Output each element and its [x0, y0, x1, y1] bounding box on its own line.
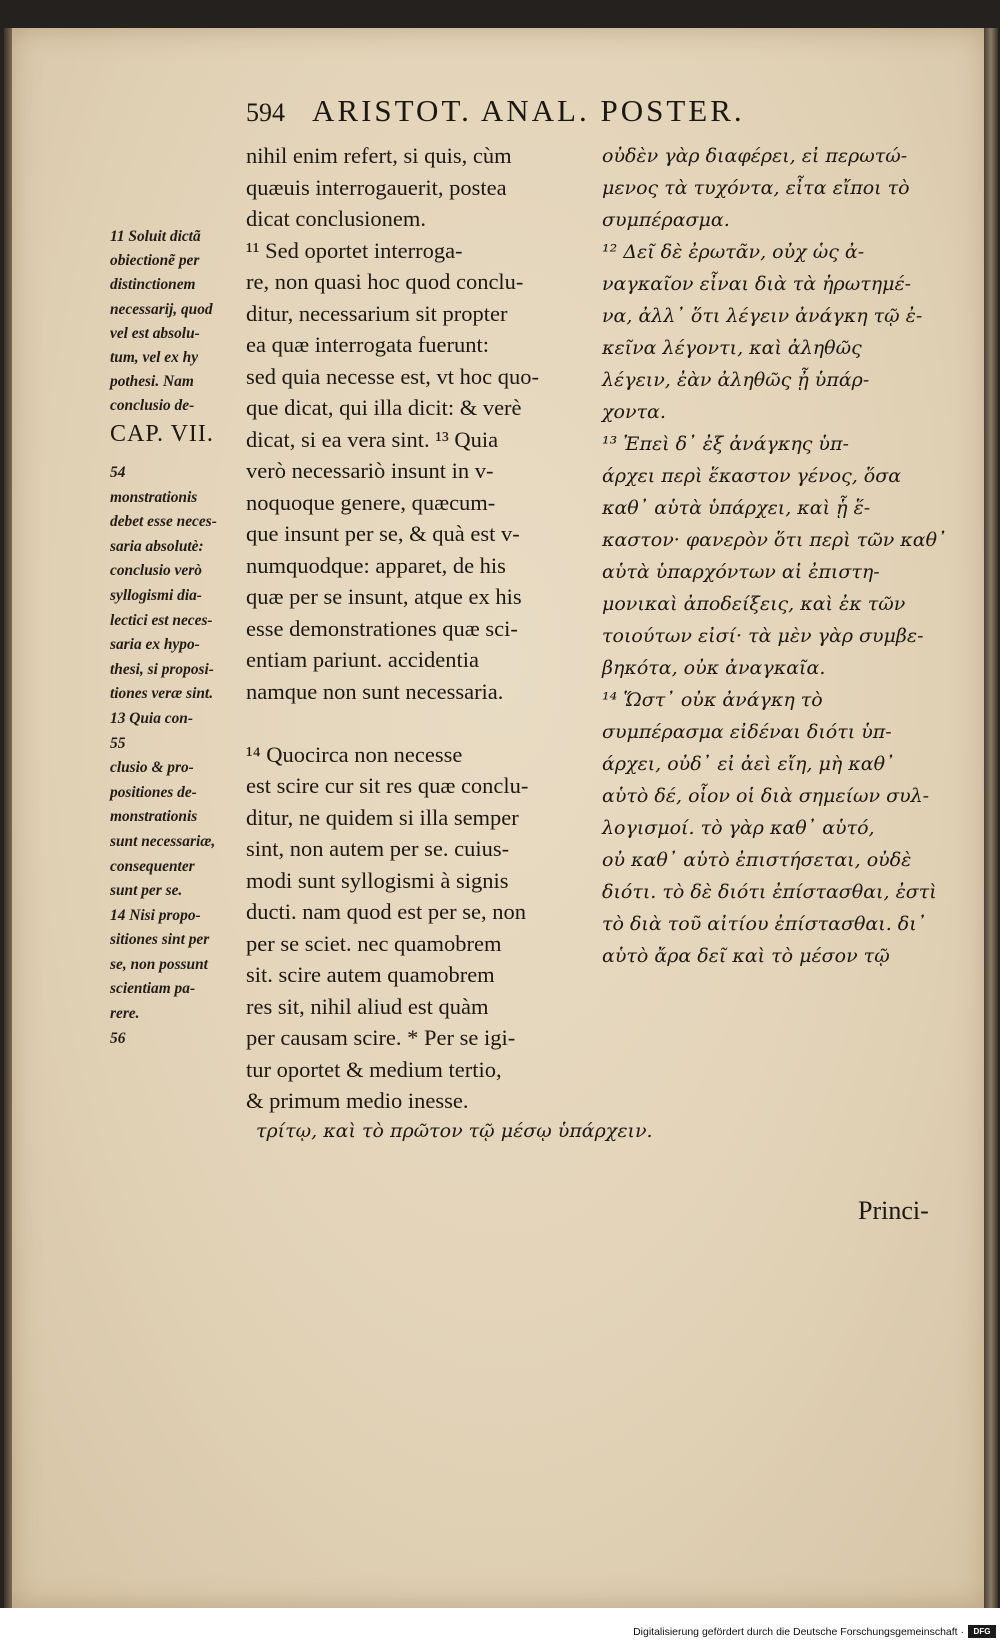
greek-line: ναγκαῖον εἶναι διὰ τὰ ἠρωτημέ- [602, 273, 912, 295]
margin-note-line: 13 Quia con- [110, 709, 193, 727]
margin-note-line: syllogismi dia- [110, 586, 202, 604]
latin-line: nihil enim refert, si quis, cùm [246, 143, 512, 168]
margin-note-line: 14 Nisi propo- [110, 906, 201, 924]
margin-note-line: vel est absolu- [110, 324, 200, 342]
margin-note-line: necessarij, quod [110, 300, 213, 318]
greek-line: ¹⁴ Ὥστ᾽ οὐκ ἀνάγκη τὸ [602, 689, 823, 711]
latin-line: sint, non autem per se. cuius- [246, 836, 510, 861]
greek-line: συμπέρασμα. [602, 209, 730, 231]
margin-note-line: 11 Soluit dictã [110, 228, 201, 245]
greek-line: άρχει, οὐδ᾽ εἰ ἀεὶ εἴη, μὴ καθ᾽ [602, 753, 895, 775]
margin-note-line: tiones veræ sint. [110, 685, 214, 703]
dfg-logo: DFG [968, 1625, 996, 1638]
margin-note-line: sunt necessariæ, [110, 832, 216, 850]
greek-line: λογισμοί. τὸ γὰρ καθ᾽ αὑτό, [602, 817, 875, 839]
chapter-label: CAP. VII. [110, 421, 214, 447]
left-page-edge [4, 28, 12, 1608]
latin-line: ducti. nam quod est per se, non [246, 899, 526, 924]
greek-line: χοντα. [602, 401, 666, 423]
margin-note-line: positiones de- [110, 783, 197, 801]
margin-notes-lower [110, 461, 250, 1051]
latin-line: entiam pariunt. accidentia [246, 647, 480, 672]
greek-tail-line: τρίτῳ, καὶ τὸ πρῶτον τῷ μέσῳ ὑπάρχειν. [256, 1120, 653, 1142]
footer-credit: Digitalisierung gefördert durch die Deutsche Forschungsgemeinschaft · [633, 1626, 964, 1638]
greek-line: τοιούτων εἰσί· τὰ μὲν γὰρ συμβε- [602, 625, 924, 647]
latin-line: quæ per se insunt, atque ex his [246, 584, 522, 609]
latin-text-column [246, 140, 586, 1117]
greek-line: λέγειν, ἐὰν ἀληθῶς ᾖ ὑπάρ- [602, 369, 870, 391]
greek-line: να, ἀλλ᾽ ὅτι λέγειν ἀνάγκη τῷ ἐ- [602, 305, 923, 327]
greek-line: ¹³ Ἐπεὶ δ᾽ ἐξ ἀνάγκης ὑπ- [602, 433, 849, 455]
latin-line: ea quæ interrogata fuerunt: [246, 332, 490, 357]
margin-note-line: lectici est neces- [110, 611, 213, 629]
latin-line: re, non quasi hoc quod conclu- [246, 269, 524, 294]
right-binding-edge [984, 28, 998, 1608]
latin-line: que insunt per se, & quà est v- [246, 521, 520, 546]
latin-line: dicat conclusionem. [246, 206, 426, 231]
greek-line: ¹² Δεῖ δὲ ἐρωτᾶν, οὐχ ὡς ἀ- [602, 241, 865, 263]
margin-note-line: sunt per se. [110, 882, 183, 900]
margin-note-line: conclusio de- [110, 397, 195, 415]
margin-note-line: thesi, si proposi- [110, 660, 214, 678]
margin-note-line: 55 [110, 734, 126, 752]
margin-note-line: debet esse neces- [110, 513, 217, 531]
latin-line: ditur, ne quidem si illa semper [246, 804, 519, 830]
margin-note-line: monstrationis [110, 808, 198, 826]
margin-note-line: se, non possunt [110, 955, 208, 973]
margin-note-line: monstrationis [110, 488, 198, 506]
latin-line: per causam scire. * Per se igi- [246, 1025, 516, 1050]
margin-note-line: 56 [110, 1029, 126, 1047]
running-title: ARISTOT. ANAL. POSTER. [312, 93, 745, 128]
greek-line: άρχει περὶ ἕκαστον γένος, ὅσα [602, 465, 902, 487]
latin-line: sit. scire autem quamobrem [246, 962, 495, 987]
latin-line: per se sciet. nec quamobrem [246, 930, 502, 956]
margin-note-line: obiectionẽ per [110, 252, 200, 270]
latin-line: & primum medio inesse. [246, 1088, 469, 1113]
latin-line: ¹⁴ Quocirca non necesse [246, 741, 463, 767]
margin-note-line: sitiones sint per [110, 931, 210, 949]
latin-line: ditur, necessarium sit propter [246, 300, 508, 326]
greek-line: διότι. τὸ δὲ διότι ἐπίστασθαι, ἐστὶ [602, 881, 937, 903]
greek-line: οὐδὲν γὰρ διαφέρει, εἰ περωτώ- [602, 145, 908, 167]
latin-line: dicat, si ea vera sint. ¹³ Quia [246, 426, 499, 452]
margin-note-line: 54 [110, 464, 126, 481]
greek-line: κεῖνα λέγοντι, καὶ ἀληθῶς [602, 337, 862, 359]
margin-note-line: saria ex hypo- [110, 636, 200, 654]
margin-note-line: pothesi. Nam [110, 373, 194, 391]
margin-note-line: tum, vel ex hy [110, 348, 199, 366]
latin-line: esse demonstrationes quæ sci- [246, 615, 518, 641]
latin-line: quæuis interrogauerit, postea [246, 174, 507, 200]
margin-note-line: distinctionem [110, 276, 196, 294]
latin-line: que dicat, qui illa dicit: & verè [246, 395, 522, 420]
margin-note-line: scientiam pa- [110, 980, 196, 998]
greek-line: αὑτὸ δέ, οἷον οἱ διὰ σημείων συλ- [602, 785, 930, 807]
page-number: 594 [246, 98, 285, 127]
latin-line: numquodque: apparet, de his [246, 552, 506, 578]
margin-note-line: saria absolutè: [110, 537, 204, 555]
greek-line: αὑτὸ ἄρα δεῖ καὶ τὸ μέσον τῷ [602, 945, 890, 967]
margin-note-line: conclusio verò [110, 562, 202, 580]
greek-line: καστον· φανερὸν ὅτι περὶ τῶν καθ᾽ [602, 529, 947, 551]
latin-line: noquoque genere, quæcum- [246, 489, 496, 515]
greek-line: οὐ καθ᾽ αὑτὸ ἐπιστήσεται, οὐδὲ [602, 849, 912, 871]
latin-line [246, 707, 586, 739]
greek-line: αὑτὰ ὑπαρχόντων αἱ ἐπιστη- [602, 561, 880, 583]
margin-notes [110, 225, 248, 419]
greek-line: συμπέρασμα εἰδέναι διότι ὑπ- [602, 721, 892, 743]
greek-text-column [602, 140, 962, 972]
greek-line: μενος τὰ τυχόντα, εἶτα εἴποι τὸ [602, 177, 910, 199]
latin-line: verò necessariò insunt in v- [246, 458, 494, 483]
greek-line: μονικαὶ ἀποδείξεις, καὶ ἐκ τῶν [602, 593, 906, 615]
greek-line: τὸ διὰ τοῦ αἰτίου ἐπίστασθαι. δι᾽ [602, 913, 927, 935]
catchword: Princi- [858, 1196, 929, 1225]
greek-line: βηκότα, οὐκ ἀναγκαῖα. [602, 657, 826, 679]
margin-note-line: rere. [110, 1005, 140, 1023]
greek-line: καθ᾽ αὑτὰ ὑπάρχει, καὶ ᾗ ἕ- [602, 497, 871, 519]
latin-line: ¹¹ Sed oportet interroga- [246, 237, 463, 263]
margin-note-line: consequenter [110, 857, 195, 875]
digitization-footer [0, 1608, 1000, 1643]
latin-line: tur oportet & medium tertio, [246, 1056, 502, 1082]
latin-line: res sit, nihil aliud est quàm [246, 993, 489, 1019]
latin-line: est scire cur sit res quæ conclu- [246, 773, 529, 798]
latin-line: modi sunt syllogismi à signis [246, 867, 509, 893]
margin-note-line: clusio & pro- [110, 759, 194, 777]
running-head [246, 93, 886, 129]
latin-line: sed quia necesse est, vt hoc quo- [246, 363, 540, 389]
latin-line: namque non sunt necessaria. [246, 678, 504, 704]
